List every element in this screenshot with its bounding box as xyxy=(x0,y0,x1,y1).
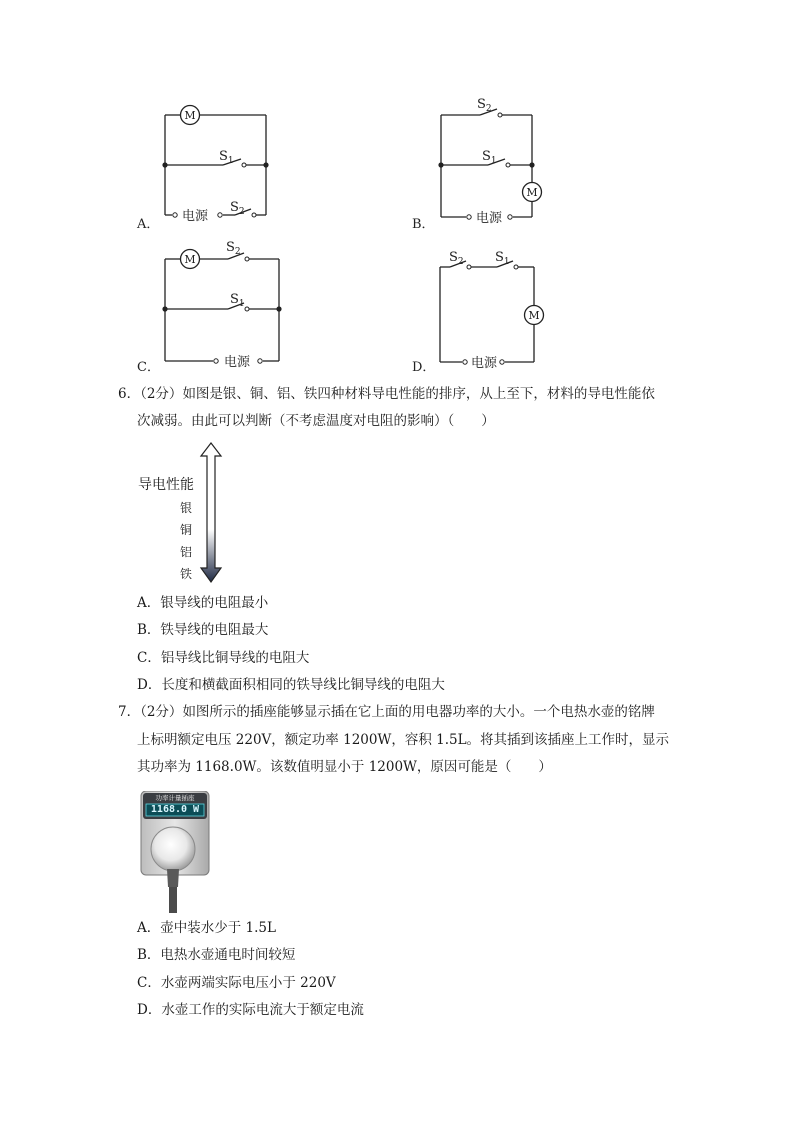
q6-option-a[interactable] xyxy=(137,594,268,612)
question-score: （2分） xyxy=(140,386,183,402)
motor-label: M xyxy=(528,309,540,322)
material-aluminum: 铝 xyxy=(180,545,193,559)
switch-label-s2: $S_2$ xyxy=(230,200,245,217)
switch-label-s1: $S_1$ xyxy=(495,250,510,267)
motor-label: M xyxy=(184,253,196,266)
power-source-label: 电源 xyxy=(471,356,498,371)
option-letter: C． xyxy=(137,975,161,991)
option-letter-a: A． xyxy=(137,217,160,232)
question-7-line-2 xyxy=(137,731,669,749)
question-text: 如图所示的插座能够显示插在它上面的用电器功率的大小。一个电热水壶的铭牌 xyxy=(182,704,655,720)
switch-label-s1: $S_1$ xyxy=(482,149,497,166)
circuit-d xyxy=(440,261,534,362)
question-7-line-3 xyxy=(137,758,552,776)
conductivity-axis-label: 导电性能 xyxy=(138,477,194,493)
question-text: 如图是银、铜、铝、铁四种材料导电性能的排序，从上至下，材料的导电性能依 xyxy=(182,386,655,402)
question-text: 上标明额定电压 220V，额定功率 1200W，容积 1.5L。将其插到该插座上工作时，显示 xyxy=(137,732,670,748)
circuit-a xyxy=(165,115,266,215)
switch-label-s1: $S_1$ xyxy=(219,149,234,166)
switch-label-s1: $S_1$ xyxy=(230,292,245,309)
motor-label: M xyxy=(184,109,196,122)
question-score: （2分） xyxy=(140,704,183,720)
q6-option-d[interactable] xyxy=(137,676,445,694)
q7-option-b[interactable] xyxy=(137,946,295,964)
option-text: 长度和横截面积相同的铁导线比铜导线的电阻大 xyxy=(161,677,445,693)
option-letter: B． xyxy=(137,947,161,963)
material-silver: 银 xyxy=(180,501,193,515)
q7-option-c[interactable] xyxy=(137,974,336,992)
q7-option-a[interactable] xyxy=(137,919,276,937)
question-text: 次减弱。由此可以判断（不考虑温度对电阻的影响）（ ） xyxy=(137,413,495,429)
question-text: 其功率为 1168.0W。该数值明显小于 1200W，原因可能是（ ） xyxy=(137,759,552,775)
conductivity-arrow xyxy=(198,442,224,584)
circuit-diagrams xyxy=(0,0,794,380)
power-source-label: 电源 xyxy=(476,211,503,226)
option-text: 水壶两端实际电压小于 220V xyxy=(160,975,336,991)
option-letter: A． xyxy=(137,920,161,936)
power-display: 1168.0 W xyxy=(150,804,200,815)
option-text: 银导线的电阻最小 xyxy=(160,595,269,611)
socket-title: 功率计量插座 xyxy=(155,794,195,802)
question-number: 7． xyxy=(118,704,141,720)
option-letter-b: B． xyxy=(412,217,435,232)
option-letter-d: D． xyxy=(412,360,436,375)
option-letter-c: C． xyxy=(137,360,160,375)
switch-label-s2: $S_2$ xyxy=(226,240,241,257)
switch-label-s2: $S_2$ xyxy=(449,250,464,267)
material-iron: 铁 xyxy=(180,567,193,581)
motor-label: M xyxy=(526,186,538,199)
option-text: 水壶工作的实际电流大于额定电流 xyxy=(161,1002,364,1018)
option-letter: A． xyxy=(137,595,161,611)
option-text: 电热水壶通电时间较短 xyxy=(160,947,296,963)
switch-label-s2: $S_2$ xyxy=(477,97,492,114)
power-source-label: 电源 xyxy=(224,355,251,370)
question-7-line-1 xyxy=(118,703,655,721)
q6-option-b[interactable] xyxy=(137,621,268,639)
q7-option-d[interactable] xyxy=(137,1001,364,1019)
material-list xyxy=(180,497,196,585)
option-letter: D． xyxy=(137,677,162,693)
option-text: 铝导线比铜导线的电阻大 xyxy=(160,650,310,666)
material-copper: 铜 xyxy=(180,523,193,537)
option-letter: D． xyxy=(137,1002,162,1018)
question-6-line-2 xyxy=(137,412,495,430)
option-letter: B． xyxy=(137,622,161,638)
option-letter: C． xyxy=(137,650,161,666)
circuit-c xyxy=(165,253,279,361)
q6-option-c[interactable] xyxy=(137,649,309,667)
option-text: 壶中装水少于 1.5L xyxy=(160,920,276,936)
power-meter-socket xyxy=(140,791,210,913)
question-6-line-1 xyxy=(118,385,655,403)
question-number: 6． xyxy=(118,386,141,402)
option-text: 铁导线的电阻最大 xyxy=(160,622,269,638)
power-source-label: 电源 xyxy=(182,209,209,224)
